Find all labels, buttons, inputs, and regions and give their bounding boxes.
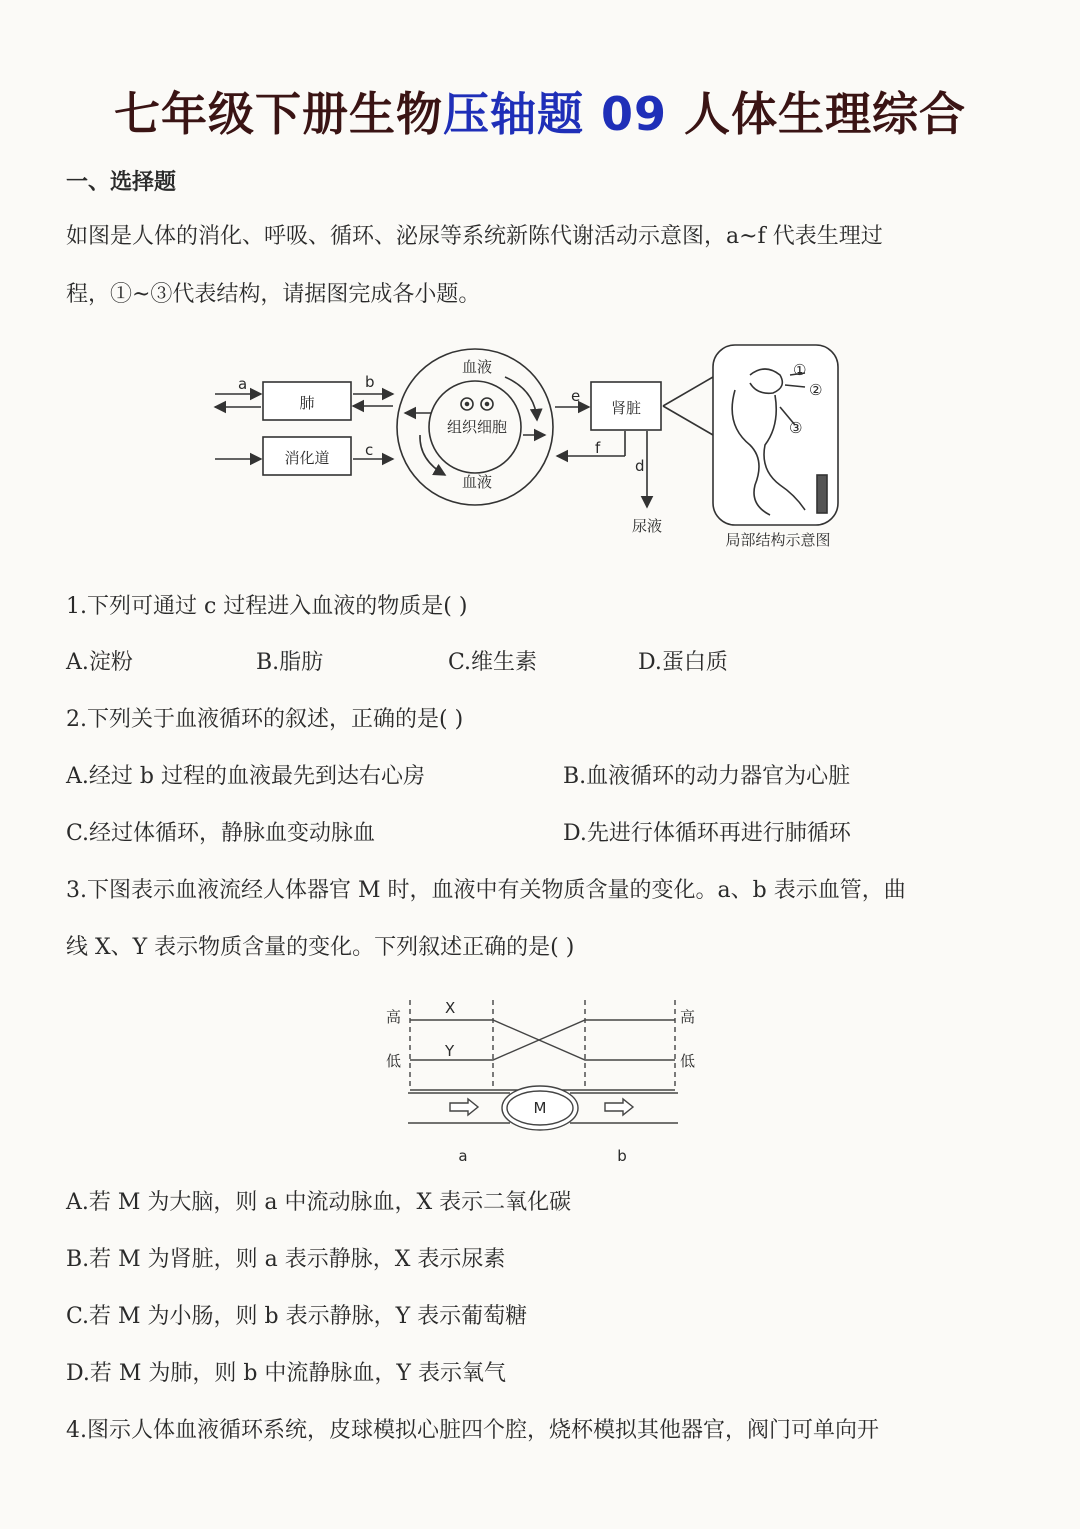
q3-stem-line-1: 3.下图表示血液流经人体器官 M 时，血液中有关物质含量的变化。a、b 表示血管，曲: [66, 878, 906, 903]
q2-option-a[interactable]: A.经过 b 过程的血液最先到达右心房: [66, 764, 425, 789]
blood-bottom-label: 血液: [461, 473, 493, 491]
urine-label: 尿液: [631, 517, 663, 535]
title-part-2: 压轴题 09: [442, 87, 667, 141]
blood-top-label: 血液: [461, 358, 493, 376]
organ-m-diagram: [380, 995, 710, 1170]
tissue-cells-label: 组织细胞: [446, 418, 508, 436]
structure-2-label: ②: [809, 381, 823, 399]
low-left-label: 低: [386, 1052, 402, 1070]
q1-option-d[interactable]: D.蛋白质: [638, 650, 728, 675]
kidney-label: 肾脏: [610, 399, 642, 417]
q3-stem-line-2: 线 X、Y 表示物质含量的变化。下列叙述正确的是( ): [66, 935, 575, 960]
label-c: c: [365, 441, 374, 459]
label-f: f: [595, 439, 601, 457]
intro-line-2: 程，①~③代表结构，请据图完成各小题。: [66, 282, 481, 307]
caption-label: 局部结构示意图: [725, 531, 831, 549]
organ-m-label: M: [533, 1099, 547, 1117]
vessel-a-label: a: [458, 1147, 468, 1165]
title-part-1: 七年级下册生物: [113, 87, 443, 141]
digestive-label: 消化道: [284, 449, 330, 467]
low-right-label: 低: [680, 1052, 696, 1070]
structure-3-label: ③: [789, 419, 803, 437]
label-e: e: [571, 387, 581, 405]
label-d: d: [635, 457, 645, 475]
q1-option-b[interactable]: B.脂肪: [256, 650, 324, 675]
label-b: b: [365, 373, 375, 391]
structure-1-label: ①: [793, 361, 807, 379]
q3-option-a[interactable]: A.若 M 为大脑，则 a 中流动脉血，X 表示二氧化碳: [66, 1190, 572, 1215]
title-part-3: 人体生理综合: [667, 87, 967, 141]
section-title: 一、选择题: [66, 170, 177, 195]
q2-stem: 2.下列关于血液循环的叙述，正确的是( ): [66, 707, 464, 732]
curve-x-label: X: [445, 999, 456, 1017]
high-left-label: 高: [386, 1008, 402, 1026]
q3-option-d[interactable]: D.若 M 为肺，则 b 中流静脉血，Y 表示氧气: [66, 1361, 506, 1386]
metabolism-diagram: [205, 335, 865, 560]
q3-option-b[interactable]: B.若 M 为肾脏，则 a 表示静脉，X 表示尿素: [66, 1247, 506, 1272]
lung-label: 肺: [299, 394, 315, 412]
q4-stem-line-1: 4.图示人体血液循环系统，皮球模拟心脏四个腔，烧杯模拟其他器官，阀门可单向开: [66, 1418, 879, 1443]
q1-option-a[interactable]: A.淀粉: [66, 650, 133, 675]
intro-line-1: 如图是人体的消化、呼吸、循环、泌尿等系统新陈代谢活动示意图，a~f 代表生理过: [66, 224, 883, 249]
page-title: [0, 78, 1080, 144]
q1-stem: 1.下列可通过 c 过程进入血液的物质是( ): [66, 594, 468, 619]
q2-option-d[interactable]: D.先进行体循环再进行肺循环: [563, 821, 851, 846]
high-right-label: 高: [680, 1008, 696, 1026]
q2-option-b[interactable]: B.血液循环的动力器官为心脏: [563, 764, 851, 789]
q1-option-c[interactable]: C.维生素: [448, 650, 538, 675]
vessel-b-label: b: [617, 1147, 627, 1165]
label-a: a: [238, 375, 248, 393]
q3-option-c[interactable]: C.若 M 为小肠，则 b 表示静脉，Y 表示葡萄糖: [66, 1304, 528, 1329]
curve-y-label: Y: [445, 1042, 455, 1060]
q2-option-c[interactable]: C.经过体循环，静脉血变动脉血: [66, 821, 376, 846]
